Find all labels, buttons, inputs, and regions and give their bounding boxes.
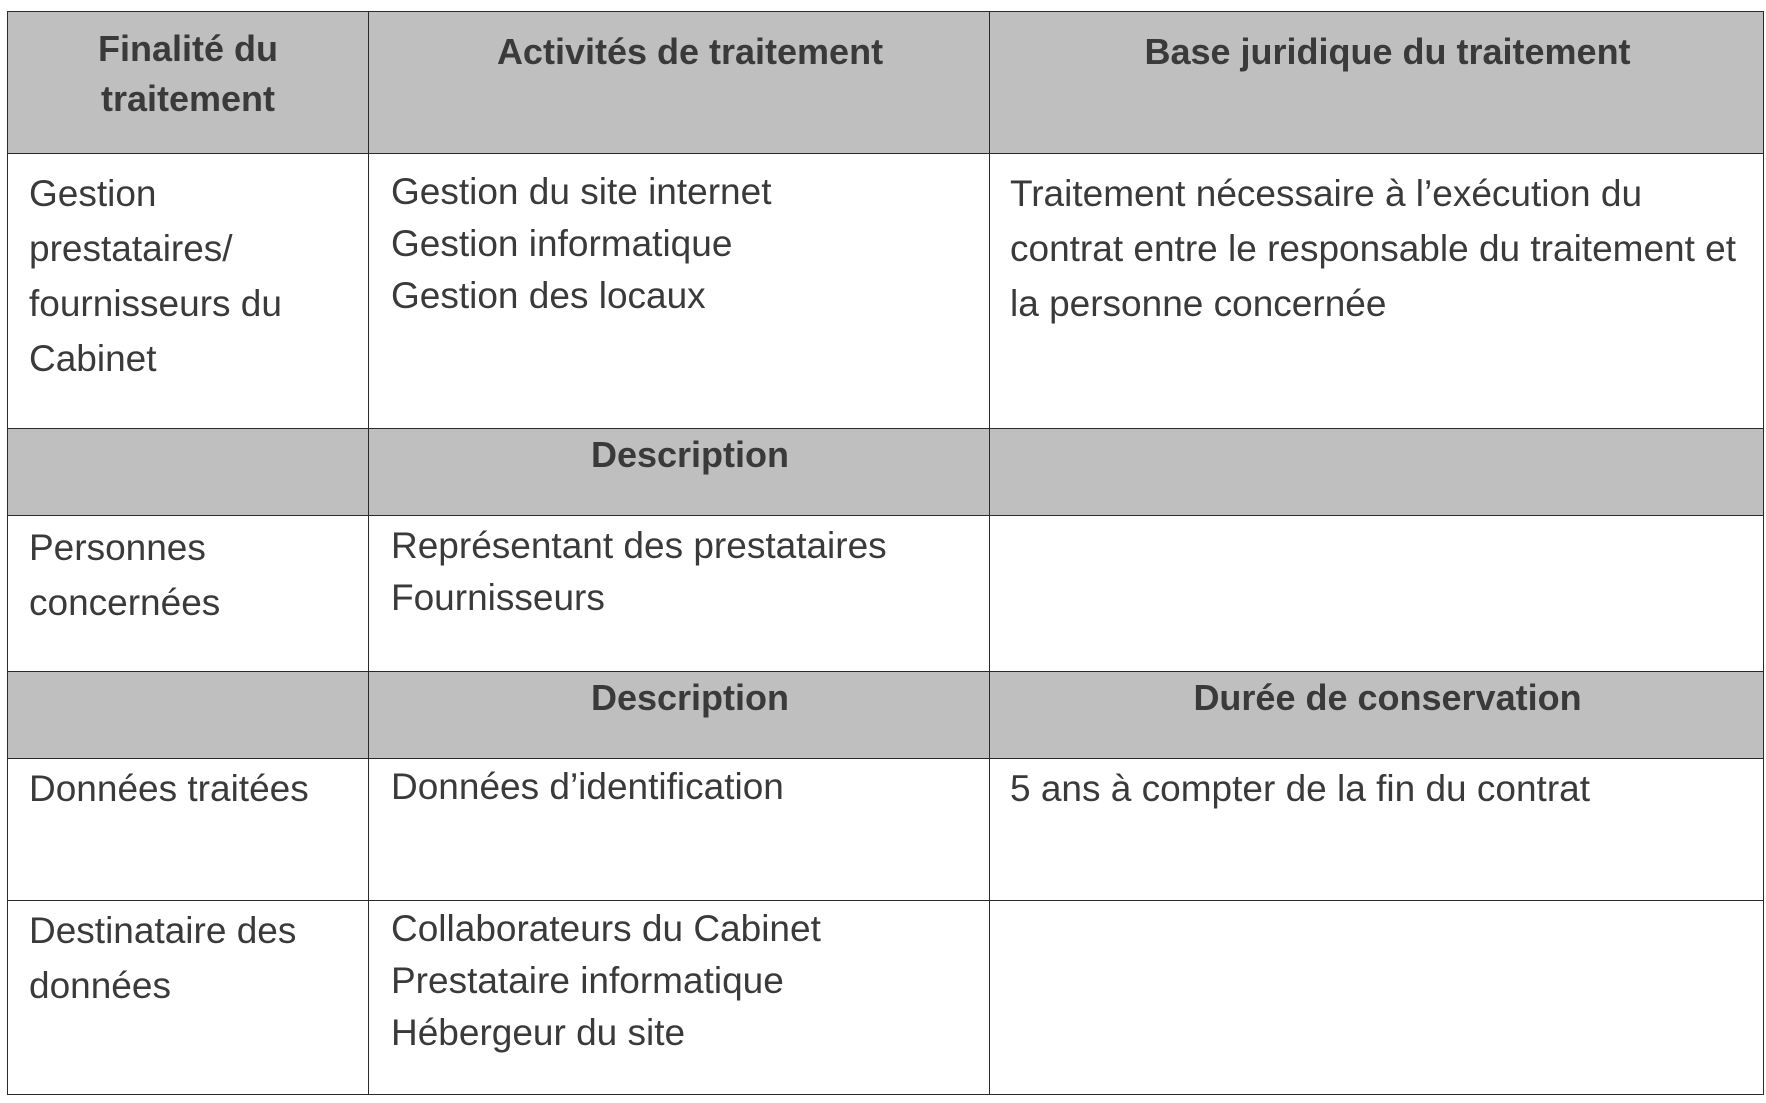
processed-data-cell: [8, 759, 369, 901]
data-subjects-label: Personnes concernées: [29, 527, 221, 624]
retention-cell: [990, 759, 1764, 901]
header-cell-empty: [8, 671, 369, 759]
header-description-label: Description: [590, 676, 790, 718]
data-subjects-description-cell: [369, 516, 990, 671]
purpose-cell: [8, 153, 369, 428]
header-cell-retention: [990, 671, 1764, 759]
data-subjects-cell: [8, 516, 369, 671]
header-empty-text: [990, 429, 1763, 441]
header-legal-basis-label: Base juridique du traitement: [1144, 31, 1631, 72]
recipient-item: Collaborateurs du Cabinet: [391, 908, 821, 950]
header-cell-description: [369, 671, 990, 759]
header-cell-legal-basis: [990, 12, 1764, 154]
header-row-description-2: [8, 671, 1764, 759]
retention-text: 5 ans à compter de la fin du contrat: [1010, 768, 1591, 810]
legal-basis-cell: [990, 153, 1764, 428]
data-subject-item: Fournisseurs: [391, 577, 605, 619]
recipients-list: [369, 901, 989, 1059]
activities-cell: [369, 153, 990, 428]
activity-item: Gestion du site internet: [391, 170, 772, 212]
data-subjects-empty-text: [990, 516, 1763, 528]
header-cell-empty: [990, 428, 1764, 516]
processed-data-list: [369, 759, 989, 813]
header-purpose-label: Finalité du traitement: [98, 28, 278, 119]
header-empty-text: [8, 429, 368, 441]
data-subject-item: Représentant des prestataires: [391, 525, 887, 567]
data-subjects-empty-cell: [990, 516, 1764, 671]
recipients-empty-cell: [990, 901, 1764, 1095]
header-retention-label: Durée de conservation: [1193, 676, 1582, 718]
data-subjects-list: [369, 516, 989, 624]
header-cell-empty: [8, 428, 369, 516]
header-row-purpose: [8, 12, 1764, 154]
header-activities-label: Activités de traitement: [496, 31, 884, 72]
activity-item: Gestion informatique: [391, 222, 733, 264]
recipients-label: Destinataire des données: [29, 910, 297, 1007]
header-description-label: Description: [590, 433, 790, 475]
table-row-purpose: [8, 153, 1764, 428]
processed-data-label: Données traitées: [29, 768, 309, 810]
header-row-description-1: [8, 428, 1764, 516]
processed-data-item: Données d’identification: [391, 766, 784, 808]
table-row-data-subjects: [8, 516, 1764, 671]
header-cell-activities: [369, 12, 990, 154]
recipients-cell: [8, 901, 369, 1095]
legal-basis-text: Traitement nécessaire à l’exécution du contrat entre le responsable du traitement et la personne concernée: [1010, 172, 1737, 324]
header-cell-description: [369, 428, 990, 516]
table-row-recipients: [8, 901, 1764, 1095]
recipient-item: Hébergeur du site: [391, 1012, 686, 1054]
header-cell-purpose: [8, 12, 369, 154]
recipients-empty-text: [990, 901, 1763, 913]
recipient-item: Prestataire informatique: [391, 960, 784, 1002]
processed-data-description-cell: [369, 759, 990, 901]
activity-item: Gestion des locaux: [391, 274, 706, 316]
purpose-text: Gestion prestataires/ fournisseurs du Cabinet: [29, 172, 282, 379]
recipients-description-cell: [369, 901, 990, 1095]
table-row-processed-data: [8, 759, 1764, 901]
header-empty-text: [8, 672, 368, 684]
processing-register-table: [7, 11, 1764, 1095]
activities-list: [369, 154, 989, 322]
